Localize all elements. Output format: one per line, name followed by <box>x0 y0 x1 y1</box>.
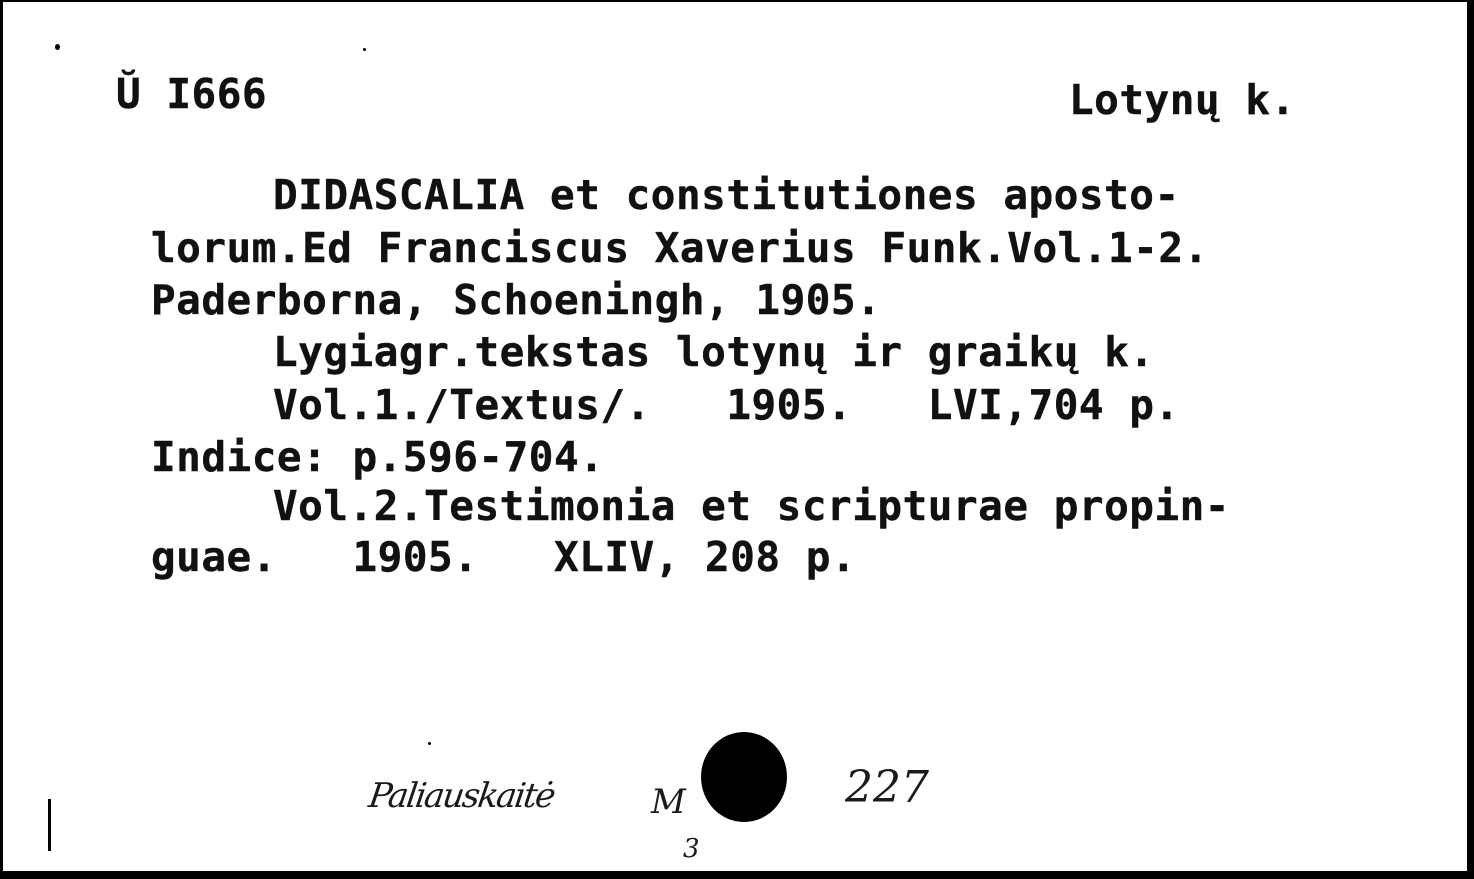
ink-speck <box>363 48 366 51</box>
entry-line-6: Indice: p.596-704. <box>151 433 605 481</box>
entry-line-1: DIDASCALIA et constitutiones aposto- <box>273 171 1180 219</box>
margin-tick-mark <box>48 799 51 851</box>
entry-line-3: Paderborna, Schoeningh, 1905. <box>151 276 882 324</box>
handwritten-mark-small: 3 <box>683 834 700 864</box>
entry-line-7: Vol.2.Testimonia et scripturae propin- <box>273 482 1230 530</box>
entry-line-2: lorum.Ed Franciscus Xaverius Funk.Vol.1-2. <box>151 224 1209 272</box>
ink-speck <box>428 742 431 745</box>
entry-line-4: Lygiagr.tekstas lotynų ir graikų k. <box>273 328 1155 376</box>
handwritten-mark-m: M <box>651 782 686 822</box>
handwritten-number: 227 <box>845 762 929 813</box>
handwritten-signature: Paliauskaitė <box>366 776 557 816</box>
entry-line-8: guae. 1905. XLIV, 208 p. <box>151 533 857 581</box>
language-label: Lotynų k. <box>1069 76 1296 124</box>
ink-speck <box>55 44 60 50</box>
punch-hole <box>701 732 787 822</box>
entry-line-5: Vol.1./Textus/. 1905. LVI,704 p. <box>273 381 1180 429</box>
call-number: Ŭ I666 <box>116 70 268 118</box>
